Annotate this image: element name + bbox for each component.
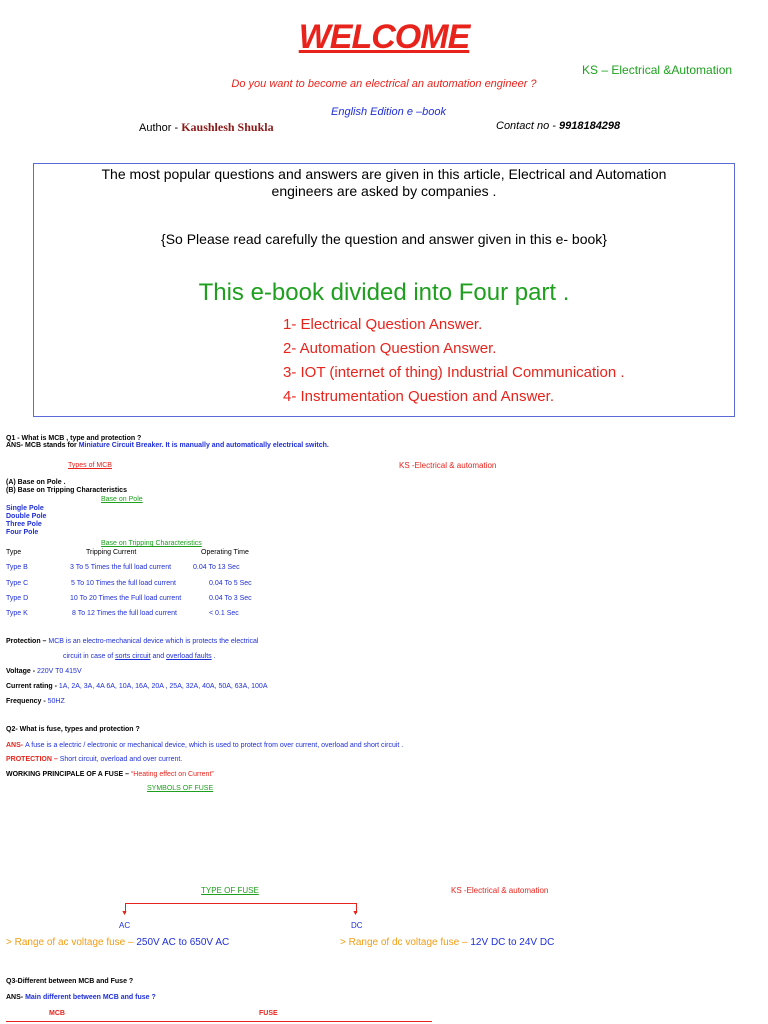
- types-of-mcb-heading: Types of MCB: [68, 462, 112, 469]
- fuse-branch-line: [125, 903, 357, 904]
- current-rating-label: Current rating -: [6, 683, 59, 690]
- base-on-pole-heading: Base on Pole: [101, 496, 143, 503]
- table-row-current: 3 To 5 Times the full load current: [70, 564, 172, 571]
- frequency-line: [6, 698, 65, 705]
- intro-note: {So Please read carefully the question and answer given in this e- book}: [161, 231, 607, 247]
- q2-ans-label: ANS-: [6, 742, 26, 749]
- fuse-ac-label: AC: [119, 921, 131, 930]
- ac-range-value: 250V AC to 650V AC: [136, 937, 230, 948]
- q1-ans-label: ANS- MCB stands for: [6, 442, 79, 449]
- pole-single: Single Pole: [6, 505, 44, 512]
- protection-text-2a: circuit in case of: [63, 653, 116, 660]
- protection-text-2b: sorts circuit: [115, 653, 151, 660]
- table-row-time: 0.04 To 3 Sec: [209, 595, 252, 602]
- q1-question: Q1 - What is MCB , type and protection ?: [6, 435, 142, 442]
- table-row-time: < 0.1 Sec: [209, 610, 239, 617]
- part-item-3: 3- IOT (internet of thing) Industrial Communication .: [283, 364, 625, 381]
- part-item-1: 1- Electrical Question Answer.: [283, 316, 483, 333]
- q1-answer: [6, 442, 329, 449]
- type-of-fuse-heading: TYPE OF FUSE: [201, 886, 259, 895]
- header-question: Do you want to become an electrical an automation engineer ?: [231, 78, 537, 90]
- protection-text-1: MCB is an electro-mechanical device which is protects the electrical: [48, 638, 259, 645]
- base-b: (B) Base on Tripping Characteristics: [6, 487, 127, 494]
- q2-protection-text: Short circuit, overload and over current.: [59, 756, 183, 763]
- pole-double: Double Pole: [6, 513, 47, 520]
- arrow-down-icon: ▼: [121, 910, 128, 917]
- frequency-value: 50HZ: [47, 698, 65, 705]
- table-header-current: Tripping Current: [86, 549, 137, 556]
- arrow-down-icon: ▼: [352, 910, 359, 917]
- table-row-type: Type K: [6, 610, 28, 617]
- q3-question: Q3-Different between MCB and Fuse ?: [6, 978, 134, 985]
- protection-line-2: [63, 653, 216, 660]
- q3-ans-label: ANS-: [6, 994, 26, 1001]
- voltage-label: Voltage -: [6, 668, 37, 675]
- table-header-time: Operating Time: [201, 549, 249, 556]
- q3-col-fuse: FUSE: [259, 1010, 278, 1017]
- header-edition: English Edition e –book: [331, 106, 446, 118]
- tripping-heading: Base on Tripping Characteristics: [101, 540, 202, 547]
- q1-ans-text: Miniature Circuit Breaker. It is manually and automatically electrical switch.: [78, 442, 329, 449]
- voltage-value: 220V T0 415V: [36, 668, 82, 675]
- q3-answer: [6, 994, 156, 1001]
- table-row-current: 5 To 10 Times the full load current: [71, 580, 176, 587]
- protection-text-2e: .: [211, 653, 216, 660]
- q2-question: Q2- What is fuse, types and protection ?: [6, 726, 140, 733]
- voltage-line: [6, 668, 82, 675]
- table-row-type: Type C: [6, 580, 29, 587]
- dc-range-value: 12V DC to 24V DC: [470, 937, 555, 948]
- frequency-label: Frequency -: [6, 698, 48, 705]
- ac-range-line: [6, 937, 229, 948]
- q2-working-label: WORKING PRINCIPALE OF A FUSE –: [6, 771, 131, 778]
- intro-line-1: The most popular questions and answers are given in this article, Electrical and Automation: [101, 166, 667, 182]
- fuse-brand: KS -Electrical & automation: [451, 886, 549, 895]
- q3-col-mcb: MCB: [49, 1010, 65, 1017]
- author-label: Author -: [139, 122, 182, 134]
- protection-text-2c: and: [150, 653, 167, 660]
- base-a: (A) Base on Pole .: [6, 479, 66, 486]
- welcome-title: WELCOME: [298, 18, 470, 56]
- table-row-current: 8 To 12 Times the full load current: [72, 610, 177, 617]
- contact-label: Contact no -: [496, 120, 559, 132]
- ac-range-label: > Range of ac voltage fuse –: [6, 937, 137, 948]
- dc-range-label: > Range of dc voltage fuse –: [340, 937, 471, 948]
- header-brand: KS – Electrical &Automation: [582, 63, 733, 77]
- q3-table-top-border: [6, 1021, 432, 1022]
- table-row-type: Type D: [6, 595, 29, 602]
- table-row-type: Type B: [6, 564, 28, 571]
- q2-protection-label: PROTECTION –: [6, 756, 60, 763]
- current-rating-value: 1A, 2A, 3A, 4A 6A, 10A, 16A, 20A , 25A, 32A, 40A, 50A, 63A, 100A: [58, 683, 268, 690]
- protection-label: Protection –: [6, 638, 49, 645]
- pole-four: Four Pole: [6, 529, 39, 536]
- intro-divided: This e-book divided into Four part .: [198, 279, 570, 306]
- table-row-current: 10 To 20 Times the Full load current: [70, 595, 182, 602]
- q2-protection: [6, 756, 182, 763]
- q1-brand: KS -Electrical & automation: [399, 461, 497, 470]
- q3-ans-text: Main different between MCB and fuse ?: [25, 994, 156, 1001]
- protection-text-2d: overload faults: [166, 653, 212, 660]
- contact-line: [496, 120, 620, 132]
- q2-working-text: “Heating effect on Current”: [130, 771, 214, 778]
- fuse-dc-label: DC: [351, 921, 363, 930]
- table-header-type: Type: [6, 549, 22, 556]
- symbols-of-fuse-heading: SYMBOLS OF FUSE: [147, 785, 214, 792]
- dc-range-line: [340, 937, 554, 948]
- contact-number: 9918184298: [558, 120, 621, 132]
- pole-three: Three Pole: [6, 521, 42, 528]
- author-name: Kaushlesh Shukla: [181, 120, 274, 134]
- q2-working: [6, 771, 214, 778]
- author-line: [139, 120, 274, 135]
- q2-ans-text: A fuse is a electric / electronic or mechanical device, which is used to protect from over current, overload and short circuit .: [25, 742, 404, 749]
- table-row-time: 0.04 To 13 Sec: [193, 564, 240, 571]
- table-row-time: 0.04 To 5 Sec: [209, 580, 252, 587]
- intro-line-2: engineers are asked by companies .: [271, 183, 497, 199]
- part-item-2: 2- Automation Question Answer.: [283, 340, 497, 357]
- q2-answer: [6, 742, 403, 749]
- protection-line-1: [6, 638, 259, 645]
- current-rating-line: [6, 683, 267, 690]
- part-item-4: 4- Instrumentation Question and Answer.: [283, 388, 554, 405]
